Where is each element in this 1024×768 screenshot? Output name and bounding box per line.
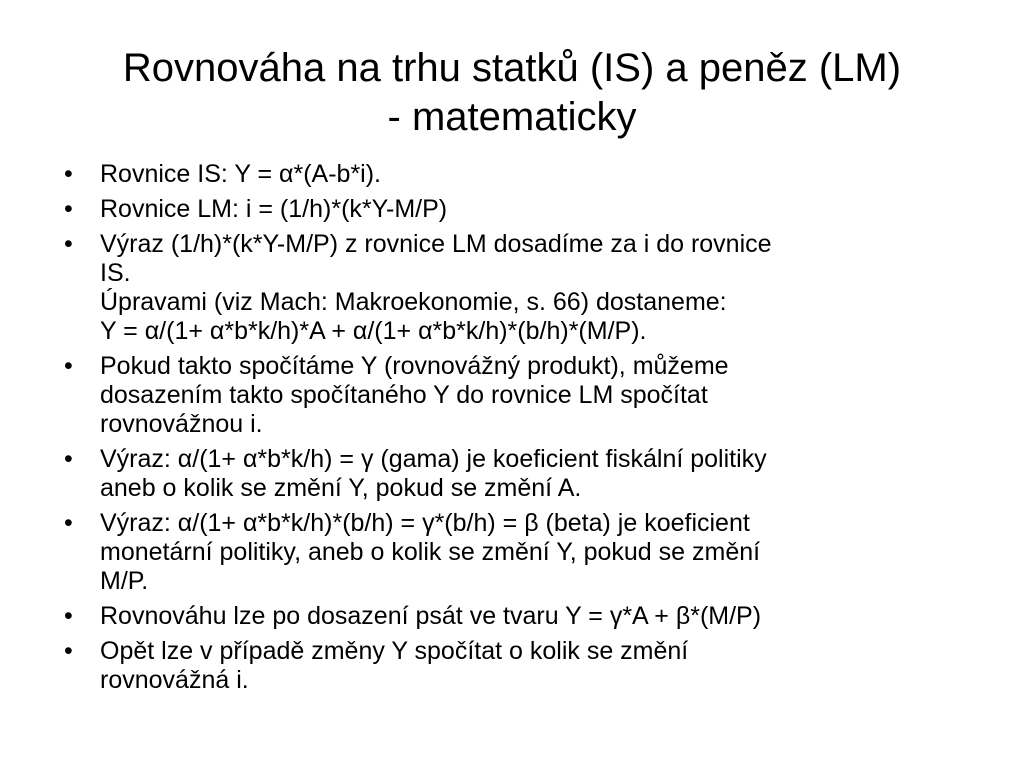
bullet-text-line: M/P. (100, 567, 149, 595)
bullet-text-line: IS. (100, 259, 131, 287)
bullet-text-line: Rovnováhu lze po dosazení psát ve tvaru Y = γ*A + β*(M/P) (100, 602, 762, 630)
bullet-text-line: dosazením takto spočítaného Y do rovnice LM spočítat (100, 381, 708, 409)
bullet-text-line: Rovnice IS: Y = α*(A-b*i). (100, 160, 382, 188)
bullet-text-line: Rovnice LM: i = (1/h)*(k*Y-M/P) (100, 195, 448, 223)
bullet-marker: • (64, 509, 73, 537)
bullet-text-line: Úpravami (viz Mach: Makroekonomie, s. 66) dostaneme: (100, 288, 727, 316)
bullet-marker: • (64, 637, 73, 665)
slide-title-line-1: Rovnováha na trhu statků (IS) a peněz (LM) (122, 46, 902, 90)
slide-title-line-2: - matematicky (387, 95, 637, 139)
bullet-text-line: Pokud takto spočítáme Y (rovnovážný produkt), můžeme (100, 352, 729, 380)
bullet-text-line: monetární politiky, aneb o kolik se změní Y, pokud se změní (100, 538, 761, 566)
bullet-marker: • (64, 445, 73, 473)
bullet-item (60, 160, 960, 189)
bullet-item (60, 230, 960, 346)
bullet-marker: • (64, 160, 73, 188)
bullet-item (60, 602, 960, 631)
bullet-list (60, 160, 960, 701)
bullet-item (60, 195, 960, 224)
bullet-item (60, 637, 960, 695)
bullet-text-line: Výraz: α/(1+ α*b*k/h) = γ (gama) je koeficient fiskální politiky (100, 445, 767, 473)
bullet-text-line: rovnovážnou i. (100, 410, 263, 438)
bullet-item (60, 509, 960, 596)
bullet-text-line: rovnovážná i. (100, 666, 249, 694)
bullet-marker: • (64, 352, 73, 380)
bullet-text-line: Výraz (1/h)*(k*Y-M/P) z rovnice LM dosadíme za i do rovnice (100, 230, 772, 258)
bullet-text-line: aneb o kolik se změní Y, pokud se změní A. (100, 474, 582, 502)
bullet-marker: • (64, 230, 73, 258)
bullet-text-line: Výraz: α/(1+ α*b*k/h)*(b/h) = γ*(b/h) = β (beta) je koeficient (100, 509, 750, 537)
bullet-item (60, 352, 960, 439)
bullet-text-line: Opět lze v případě změny Y spočítat o kolik se změní (100, 637, 689, 665)
slide-title (40, 44, 984, 142)
bullet-marker: • (64, 602, 73, 630)
bullet-text-line: Y = α/(1+ α*b*k/h)*A + α/(1+ α*b*k/h)*(b/h)*(M/P). (100, 317, 647, 345)
bullet-marker: • (64, 195, 73, 223)
bullet-item (60, 445, 960, 503)
